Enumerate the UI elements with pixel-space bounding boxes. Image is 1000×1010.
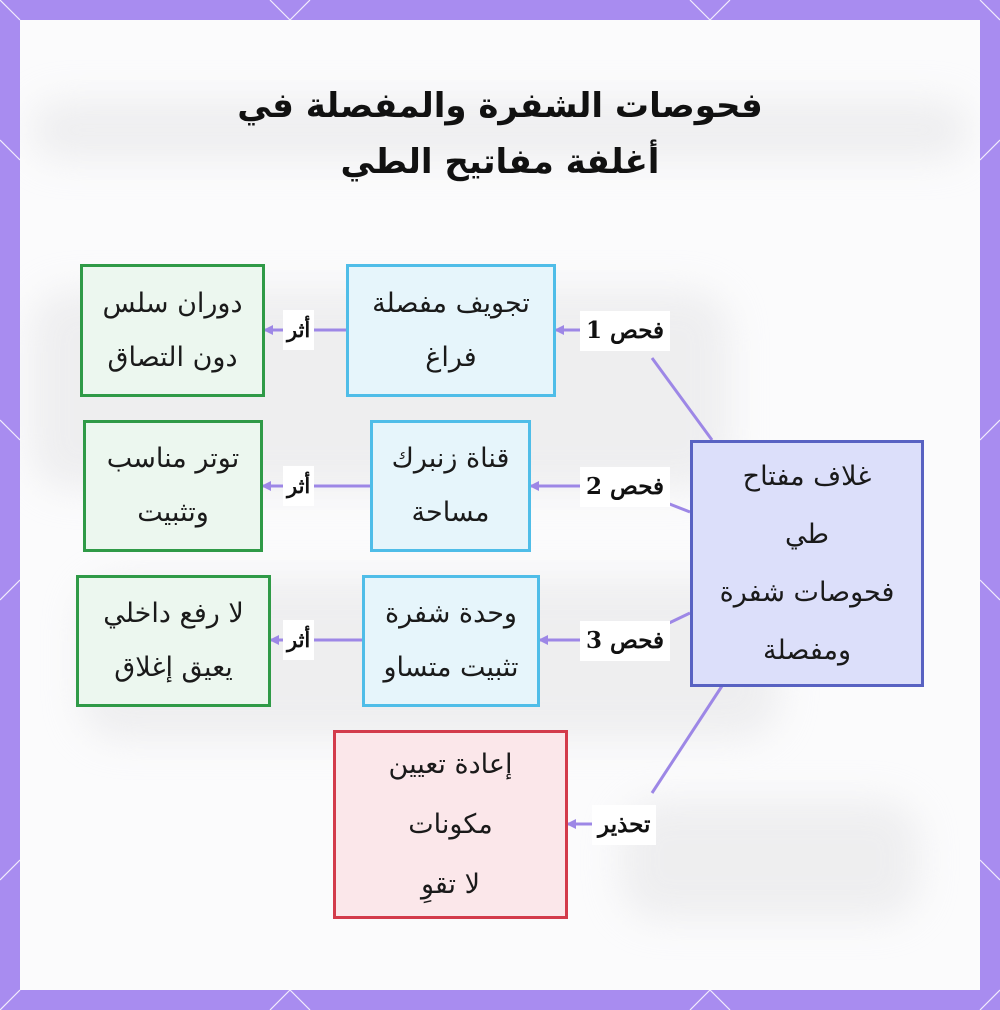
warning-line: مكونات	[408, 808, 493, 840]
item-line: تجويف مفصلة	[372, 287, 530, 319]
connector-center-warning	[652, 686, 722, 793]
check-1-item-box	[346, 264, 556, 397]
center-line: ومفصلة	[763, 634, 851, 666]
check-3-label: فحص 3	[580, 621, 670, 661]
item-line: وحدة شفرة	[385, 598, 517, 629]
effect-line: يعيق إغلاق	[114, 652, 233, 683]
effect-line: لا رفع داخلي	[103, 598, 244, 629]
warning-label: تحذير	[592, 805, 656, 845]
effect-1-box	[80, 264, 265, 397]
center-line: فحوصات شفرة	[719, 576, 895, 608]
effect-2-box	[83, 420, 263, 552]
center-node	[690, 440, 924, 687]
check-3-item-box	[362, 575, 540, 707]
check-2-label: فحص 2	[580, 467, 670, 507]
connector-center-check-1	[652, 358, 712, 440]
effect-2-label: أثر	[283, 466, 314, 506]
check-1-label: فحص 1	[580, 311, 670, 351]
center-line: طي	[785, 518, 829, 550]
effect-line: توتر مناسب	[106, 443, 240, 474]
item-line: فراغ	[425, 341, 477, 373]
item-line: تثبيت متساو	[383, 652, 519, 683]
warning-line: لا تقوِ	[420, 868, 481, 900]
connector-center-check-3	[667, 613, 690, 624]
item-line: قناة زنبرك	[391, 443, 510, 474]
effect-line: دوران سلس	[102, 287, 243, 319]
effect-line: وتثبيت	[137, 497, 209, 528]
item-line: مساحة	[411, 497, 490, 528]
center-line: غلاف مفتاح	[742, 460, 872, 492]
warning-box	[333, 730, 568, 919]
effect-3-box	[76, 575, 271, 707]
title-line-1: فحوصات الشفرة والمفصلة في	[237, 86, 763, 126]
effect-3-label: أثر	[283, 620, 314, 660]
title-line-2: أغلفة مفاتيح الطي	[340, 142, 660, 182]
effect-1-label: أثر	[283, 310, 314, 350]
check-2-item-box	[370, 420, 531, 552]
warning-line: إعادة تعيين	[388, 748, 513, 780]
effect-line: دون التصاق	[107, 341, 238, 373]
connector-center-check-2	[667, 503, 690, 512]
